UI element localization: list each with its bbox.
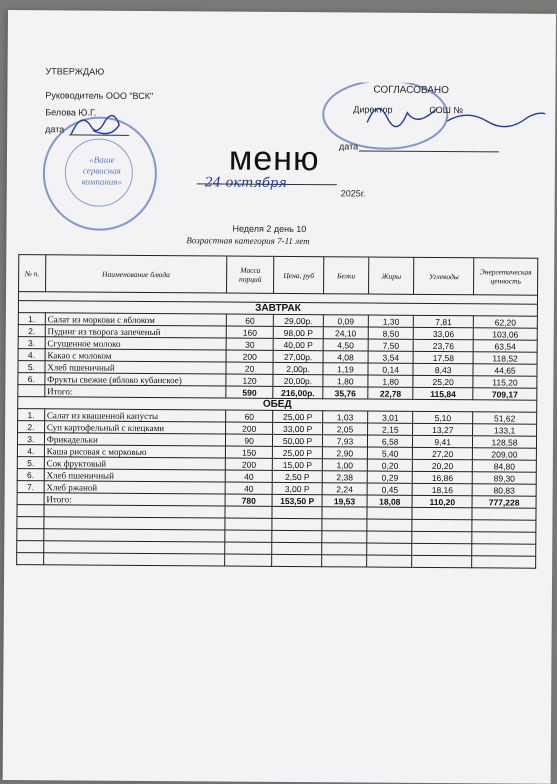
fat: 0,29	[367, 471, 412, 483]
energy: 103,06	[473, 328, 537, 340]
total-price: 153,50 Р	[272, 494, 322, 506]
director-label: Директор	[353, 104, 393, 115]
mass: 30	[226, 338, 273, 350]
fat: 5,40	[367, 447, 412, 459]
energy: 209,00	[472, 448, 536, 460]
empty-cell	[472, 520, 536, 532]
energy: 118,52	[473, 352, 537, 364]
price: 2,00р.	[273, 362, 323, 374]
empty-cell	[272, 530, 322, 542]
carbs: 13,27	[413, 423, 473, 435]
dish-name: Суп картофельный с клецками	[44, 421, 225, 434]
price: 25,00 Р	[273, 410, 323, 422]
total-label: Итого:	[45, 385, 226, 398]
fat: 1,30	[368, 315, 413, 327]
dish-name: Салат из квашенной капусты	[44, 409, 225, 422]
empty-row	[17, 553, 536, 569]
energy: 84,80	[472, 460, 536, 472]
mass: 200	[225, 458, 272, 470]
carbs: 16,86	[413, 471, 473, 483]
carbs: 9,41	[413, 435, 473, 447]
row-num: 6.	[17, 469, 44, 481]
empty-cell	[272, 506, 322, 518]
fat: 7,50	[368, 339, 413, 351]
protein: 2,90	[322, 447, 367, 459]
empty-cell	[412, 507, 472, 519]
carbs: 25,20	[413, 375, 473, 387]
price: 25,00 Р	[273, 446, 323, 458]
dish-name: Пудинг из творога запеченый	[45, 325, 226, 338]
col-name: Наименование блюда	[45, 255, 226, 293]
empty-cell	[412, 555, 472, 567]
age-category: Возрастная категория 7-11 лет	[186, 235, 310, 247]
empty-cell	[17, 553, 44, 565]
protein: 2,38	[322, 471, 367, 483]
approver-role: Руководитель ООО "ВСК"	[45, 90, 154, 102]
row-num: 6.	[18, 373, 45, 385]
empty-cell	[367, 519, 412, 531]
mass: 40	[225, 482, 272, 494]
total-price: 216,00р.	[273, 386, 323, 398]
total-mass: 780	[225, 494, 272, 506]
dish-name: Фрукты свежие (яблоко кубанское)	[45, 373, 226, 386]
dish-name: Каша рисовая с морковью	[44, 445, 225, 458]
empty-cell	[17, 541, 44, 553]
empty-cell	[322, 519, 367, 531]
fat: 8,50	[368, 327, 413, 339]
page-title: меню	[228, 139, 320, 179]
approval-stamp-signature	[307, 82, 548, 164]
empty-cell	[321, 555, 366, 567]
row-num: 3.	[18, 337, 45, 349]
fat: 0,20	[367, 459, 412, 471]
mass: 200	[226, 422, 273, 434]
empty-cell	[225, 554, 272, 566]
company-stamp	[42, 116, 157, 231]
price: 50,00 Р	[273, 434, 323, 446]
protein: 7,93	[322, 435, 367, 447]
row-num: 4.	[17, 445, 44, 457]
empty-cell	[322, 507, 367, 519]
empty-cell	[225, 530, 272, 542]
protein: 1,03	[322, 411, 367, 423]
empty-cell	[322, 531, 367, 543]
dish-name: Салат из моркови с яблоком	[45, 313, 226, 326]
dish-name: Фрикадельки	[44, 433, 225, 446]
total-fat: 22,78	[368, 387, 413, 399]
row-num: 1.	[18, 313, 45, 325]
protein: 2,05	[322, 423, 367, 435]
energy: 51,62	[473, 412, 537, 424]
fat: 3,54	[368, 351, 413, 363]
fat: 1,80	[368, 375, 413, 387]
row-num: 3.	[17, 433, 44, 445]
total-energy: 777,228	[472, 496, 536, 508]
menu-sheet	[3, 10, 556, 784]
protein: 24,10	[323, 327, 368, 339]
carbs: 8,43	[413, 363, 473, 375]
fat: 6,58	[368, 435, 413, 447]
empty-cell	[367, 531, 412, 543]
mass: 120	[226, 374, 273, 386]
fat: 0,45	[367, 483, 412, 495]
approve-heading: УТВЕРЖДАЮ	[45, 66, 105, 77]
total-protein: 19,53	[322, 495, 367, 507]
breakfast-title: ЗАВТРАК	[18, 301, 537, 317]
row-num: 4.	[18, 349, 45, 361]
protein: 0,09	[323, 315, 368, 327]
agreed-heading: СОГЛАСОВАНО	[373, 84, 449, 97]
date-label-right: дата	[339, 141, 359, 152]
total-fat: 18,08	[367, 495, 412, 507]
protein: 4,08	[323, 351, 368, 363]
row-num: 7.	[17, 481, 44, 493]
protein: 1,19	[323, 363, 368, 375]
mass: 150	[225, 446, 272, 458]
fat: 2,15	[368, 423, 413, 435]
empty-cell	[17, 529, 44, 541]
carbs: 33,06	[414, 327, 474, 339]
price: 33,00 Р	[273, 422, 323, 434]
empty-cell	[17, 517, 44, 529]
empty-cell	[472, 556, 536, 568]
table-header-row	[19, 255, 538, 296]
empty-cell	[321, 543, 366, 555]
dish-name: Хлеб пшеничный	[45, 361, 226, 374]
empty-cell	[225, 518, 272, 530]
total-carbs: 115,84	[413, 387, 473, 399]
dish-name: Какао с молоком	[45, 349, 226, 362]
total-mass: 590	[226, 386, 273, 398]
empty-cell	[272, 542, 322, 554]
price: 20,00р.	[273, 374, 323, 386]
energy: 128,58	[473, 436, 537, 448]
menu-table	[16, 254, 538, 569]
row-num: 2.	[18, 325, 45, 337]
total-blank	[17, 493, 44, 505]
dish-name: Сок фруктовый	[44, 457, 225, 470]
empty-cell	[225, 542, 272, 554]
empty-cell	[412, 519, 472, 531]
carbs: 17,58	[413, 351, 473, 363]
energy: 44,65	[473, 364, 537, 376]
col-fat: Жиры	[369, 257, 415, 294]
price: 98,00 Р	[274, 326, 324, 338]
empty-cell	[367, 555, 412, 567]
protein: 1,00	[322, 459, 367, 471]
approver-name: Белова Ю.Г.	[45, 107, 97, 118]
total-blank	[18, 385, 45, 397]
energy: 80,83	[472, 484, 536, 496]
mass: 200	[226, 350, 273, 362]
carbs: 20,20	[413, 459, 473, 471]
total-energy: 709,17	[473, 388, 537, 400]
empty-cell	[225, 506, 272, 518]
empty-cell	[472, 508, 536, 520]
col-num: № п.	[19, 255, 46, 292]
price: 2,50 Р	[273, 470, 323, 482]
price: 40,00 Р	[273, 338, 323, 350]
year: 2025г.	[340, 188, 366, 199]
energy: 62,20	[473, 316, 537, 328]
mass: 40	[225, 470, 272, 482]
col-price: Цена, руб	[274, 256, 324, 293]
carbs: 7,81	[414, 315, 474, 327]
stamp-text: «Ваше сервисная компания»	[81, 154, 123, 187]
total-protein: 35,76	[323, 387, 368, 399]
protein: 4,50	[323, 339, 368, 351]
empty-cell	[367, 507, 412, 519]
empty-cell	[472, 544, 536, 556]
row-num: 5.	[18, 361, 45, 373]
price: 3,00 Р	[272, 482, 322, 494]
col-mass: Масса порций	[227, 256, 275, 293]
total-label: Итого:	[44, 493, 225, 506]
empty-cell	[367, 543, 412, 555]
mass: 90	[225, 434, 272, 446]
date-label-left: дата	[45, 124, 65, 135]
energy: 115,20	[473, 376, 537, 388]
empty-cell	[272, 554, 322, 566]
fat: 3,01	[368, 411, 413, 423]
empty-cell	[412, 543, 472, 555]
energy: 133,1	[473, 424, 537, 436]
row-num: 2.	[18, 421, 45, 433]
empty-cell	[17, 505, 44, 517]
protein: 1,80	[323, 375, 368, 387]
dish-name: Хлеб пшеничный	[44, 469, 225, 482]
energy: 89,30	[472, 472, 536, 484]
mass: 20	[226, 362, 273, 374]
empty-cell	[412, 531, 472, 543]
mass: 60	[226, 410, 273, 422]
lunch-title: ОБЕД	[18, 397, 537, 413]
dish-name: Хлеб ржаной	[44, 481, 225, 494]
mass: 160	[226, 326, 273, 338]
mass: 60	[226, 314, 273, 326]
carbs: 27,20	[413, 447, 473, 459]
price: 29,00р.	[274, 314, 324, 326]
empty-cell	[272, 518, 322, 530]
carbs: 18,16	[412, 483, 472, 495]
col-protein: Белки	[323, 257, 369, 294]
col-carbs: Углеводы	[414, 257, 474, 294]
carbs: 5,10	[413, 411, 473, 423]
total-carbs: 110,20	[412, 495, 472, 507]
empty-cell	[43, 553, 224, 566]
fat: 0,14	[368, 363, 413, 375]
energy: 63,54	[473, 340, 537, 352]
col-energy: Энергетическая ценность	[474, 258, 538, 295]
dish-name: Сгущенное молоко	[45, 337, 226, 350]
price: 15,00 Р	[273, 458, 323, 470]
carbs: 23,76	[414, 339, 474, 351]
week-day: Неделя 2 день 10	[232, 223, 307, 235]
school-label: СОШ №	[429, 104, 464, 116]
handwritten-date: 24 октября	[204, 175, 287, 191]
row-num: 1.	[18, 409, 45, 421]
empty-cell	[472, 532, 536, 544]
row-num: 5.	[17, 457, 44, 469]
protein: 2,24	[322, 483, 367, 495]
price: 27,00р.	[273, 350, 323, 362]
